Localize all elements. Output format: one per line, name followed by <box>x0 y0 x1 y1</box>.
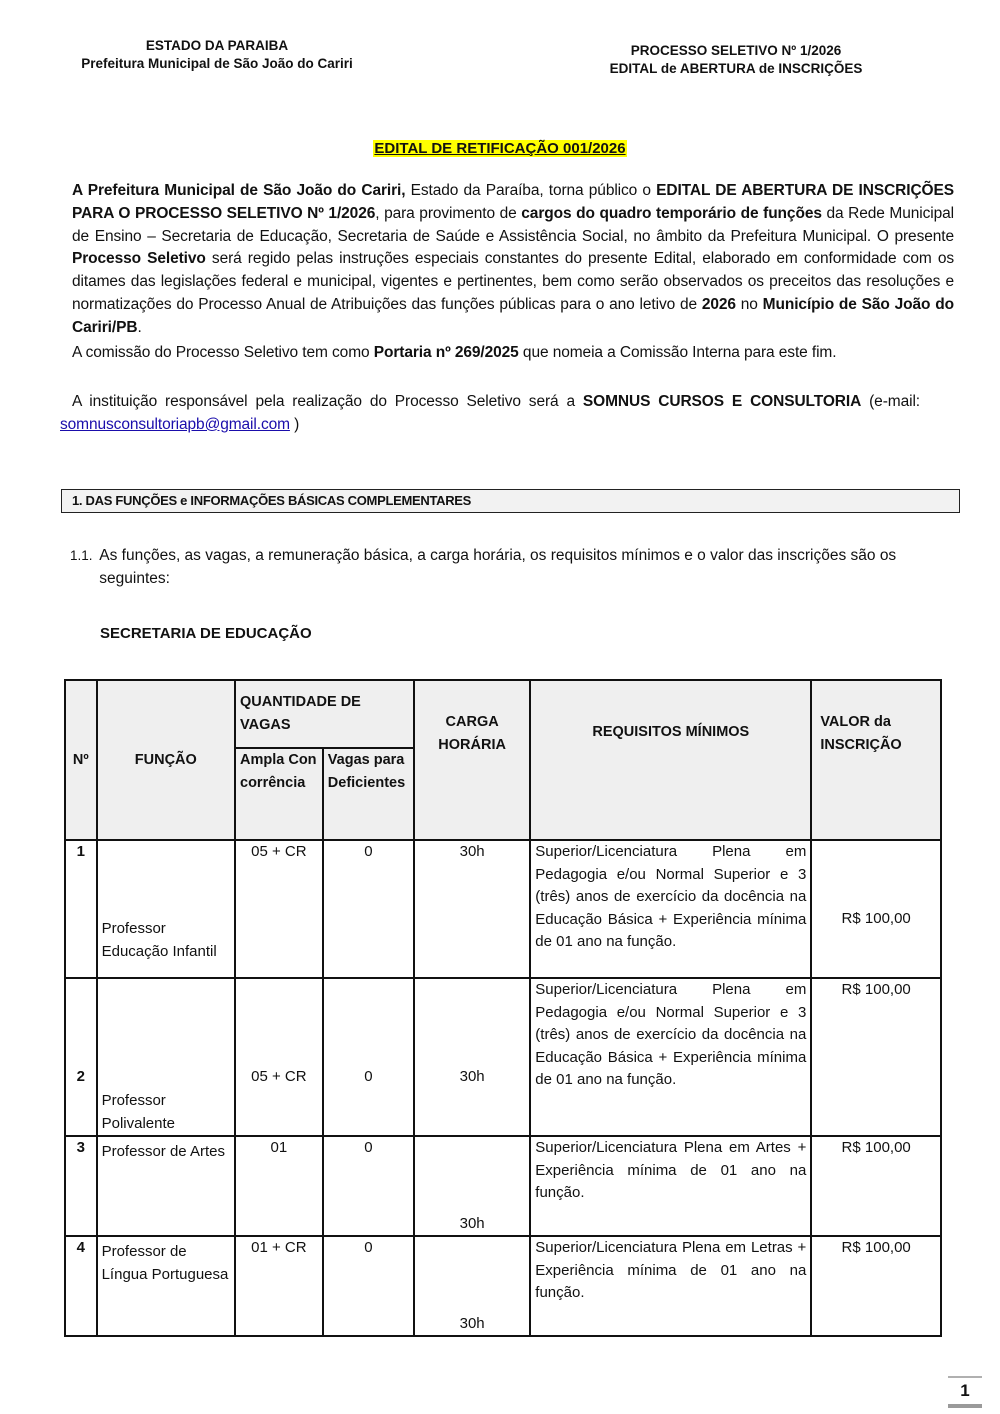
intro-bold-2: EDITAL DE ABERTURA DE INSCRIÇÕES PARA O PROCESSO SELETIVO Nº 1/2026 <box>72 182 954 222</box>
intro-text-2: , para provimento de <box>375 204 522 222</box>
row-no: 1 <box>65 840 97 978</box>
row-valor: R$ 100,00 <box>811 1236 941 1336</box>
row-carga: 30h <box>414 840 530 978</box>
row-funcao: Professor Educação Infantil <box>97 840 235 978</box>
instituicao-bold-1: SOMNUS CURSOS E CONSULTORIA <box>582 393 862 410</box>
functions-table <box>64 679 942 1337</box>
email-link[interactable]: somnusconsultoriapb@gmail.com <box>60 415 290 433</box>
row-ampla: 05 + CR <box>235 978 323 1136</box>
header-state: ESTADO DA PARAIBA <box>145 38 289 53</box>
header-right <box>590 42 882 78</box>
row-valor: R$ 100,00 <box>811 978 941 1136</box>
intro-bold-4: Processo Seletivo <box>72 250 206 268</box>
row-requisitos: Superior/Licenciatura Plena em Artes + Experiência mínima de 01 ano na função. <box>530 1136 811 1236</box>
row-funcao: Professor de Artes <box>97 1136 235 1236</box>
header-valor: VALOR da INSCRIÇÃO <box>811 680 941 840</box>
table-row <box>65 978 941 1136</box>
comissao-text-2: que nomeia a Comissão Interna para este fim. <box>518 344 837 361</box>
table-row <box>65 840 941 978</box>
row-ampla: 01 <box>235 1136 323 1236</box>
instituicao-text-2: (e-mail: <box>861 393 920 410</box>
row-funcao: Professor de Língua Portuguesa <box>97 1236 235 1336</box>
row-funcao: Professor Polivalente <box>97 978 235 1136</box>
intro-bold-3: cargos do quadro temporário de funções <box>521 204 822 222</box>
intro-text-4: será regido pelas instruções especiais constantes do presente Edital, elaborado em conformidade com os ditames das legislações federal e municipal, vigentes e pertinentes, bem como serão observados os preceitos das resoluções e normatizações do Processo Anual de Atribuições das funções públicas para o ano letivo de <box>72 250 955 313</box>
retification-title-wrap <box>0 140 1000 158</box>
intro-paragraph <box>72 180 954 340</box>
item-1-1-number: 1.1. <box>70 548 93 563</box>
header-ampla: Ampla Concorrência <box>235 748 323 840</box>
item-1-1 <box>70 544 950 590</box>
row-valor: R$ 100,00 <box>811 1136 941 1236</box>
row-carga: 30h <box>414 978 530 1136</box>
section-1-heading: 1. DAS FUNÇÕES e INFORMAÇÕES BÁSICAS COMPLEMENTARES <box>61 489 960 513</box>
header-no: Nº <box>65 680 97 840</box>
header-process: PROCESSO SELETIVO Nº 1/2026 <box>630 43 842 58</box>
table-row <box>65 1236 941 1336</box>
page-number-top-rule <box>948 1376 982 1378</box>
row-deficientes: 0 <box>323 840 414 978</box>
row-ampla: 05 + CR <box>235 840 323 978</box>
intro-bold-5: 2026 <box>701 295 736 313</box>
row-requisitos: Superior/Licenciatura Plena em Pedagogia e/ou Normal Superior e 3 (três) anos de exercício da docência na Educação Básica + Experiência mínima de 01 ano na função. <box>530 840 811 978</box>
header-funcao: FUNÇÃO <box>97 680 235 840</box>
row-requisitos: Superior/Licenciatura Plena em Letras + Experiência mínima de 01 ano na função. <box>530 1236 811 1336</box>
intro-text-6: . <box>137 318 142 336</box>
header-edital: EDITAL de ABERTURA de INSCRIÇÕES <box>609 61 863 76</box>
page-number-block <box>948 1376 982 1408</box>
intro-text-1: Estado da Paraíba, torna público o <box>405 182 657 199</box>
intro-text-5: no <box>735 295 763 313</box>
row-deficientes: 0 <box>323 1136 414 1236</box>
row-requisitos: Superior/Licenciatura Plena em Pedagogia e/ou Normal Superior e 3 (três) anos de exercício da docência na Educação Básica + Experiência mínima de 01 ano na função. <box>530 978 811 1136</box>
header-carga: CARGA HORÁRIA <box>414 680 530 840</box>
retification-title: EDITAL DE RETIFICAÇÃO 001/2026 <box>374 140 626 157</box>
row-ampla: 01 + CR <box>235 1236 323 1336</box>
subheading-secretaria-educacao: SECRETARIA DE EDUCAÇÃO <box>100 625 312 642</box>
row-deficientes: 0 <box>323 1236 414 1336</box>
header-municipality: Prefeitura Municipal de São João do Cariri <box>81 56 353 71</box>
row-no: 3 <box>65 1136 97 1236</box>
page-number: 1 <box>960 1381 970 1400</box>
header-left <box>60 37 374 73</box>
header-deficientes: Vagas para Deficientes <box>323 748 414 840</box>
table-row <box>65 1136 941 1236</box>
header-quantidade: QUANTIDADE DE VAGAS <box>235 680 414 748</box>
instituicao-paragraph <box>60 391 920 437</box>
row-valor: R$ 100,00 <box>811 840 941 978</box>
item-1-1-text: As funções, as vagas, a remuneração básica, a carga horária, os requisitos mínimos e o valor das inscrições são os seguintes: <box>99 547 897 587</box>
row-carga: 30h <box>414 1236 530 1336</box>
instituicao-text-3: ) <box>289 415 300 433</box>
intro-bold-1: A Prefeitura Municipal de São João do Cariri, <box>72 182 406 199</box>
row-no: 2 <box>65 978 97 1136</box>
comissao-bold-1: Portaria nº 269/2025 <box>373 344 519 361</box>
intro-bold-6: Município de São João do Cariri/PB <box>72 295 954 336</box>
header-requisitos: REQUISITOS MÍNIMOS <box>530 680 811 840</box>
row-deficientes: 0 <box>323 978 414 1136</box>
row-carga: 30h <box>414 1136 530 1236</box>
comissao-paragraph <box>72 342 954 365</box>
comissao-text-1: A comissão do Processo Seletivo tem como <box>72 344 374 361</box>
row-no: 4 <box>65 1236 97 1336</box>
page-number-bottom-rule <box>948 1404 982 1408</box>
instituicao-text-1: A instituição responsável pela realização do Processo Seletivo será a <box>72 393 583 410</box>
intro-text-3: da Rede Municipal de Ensino – Secretaria de Educação, Secretaria de Saúde e Assistência Social, no âmbito da Prefeitura Municipal. O presente <box>72 204 954 245</box>
